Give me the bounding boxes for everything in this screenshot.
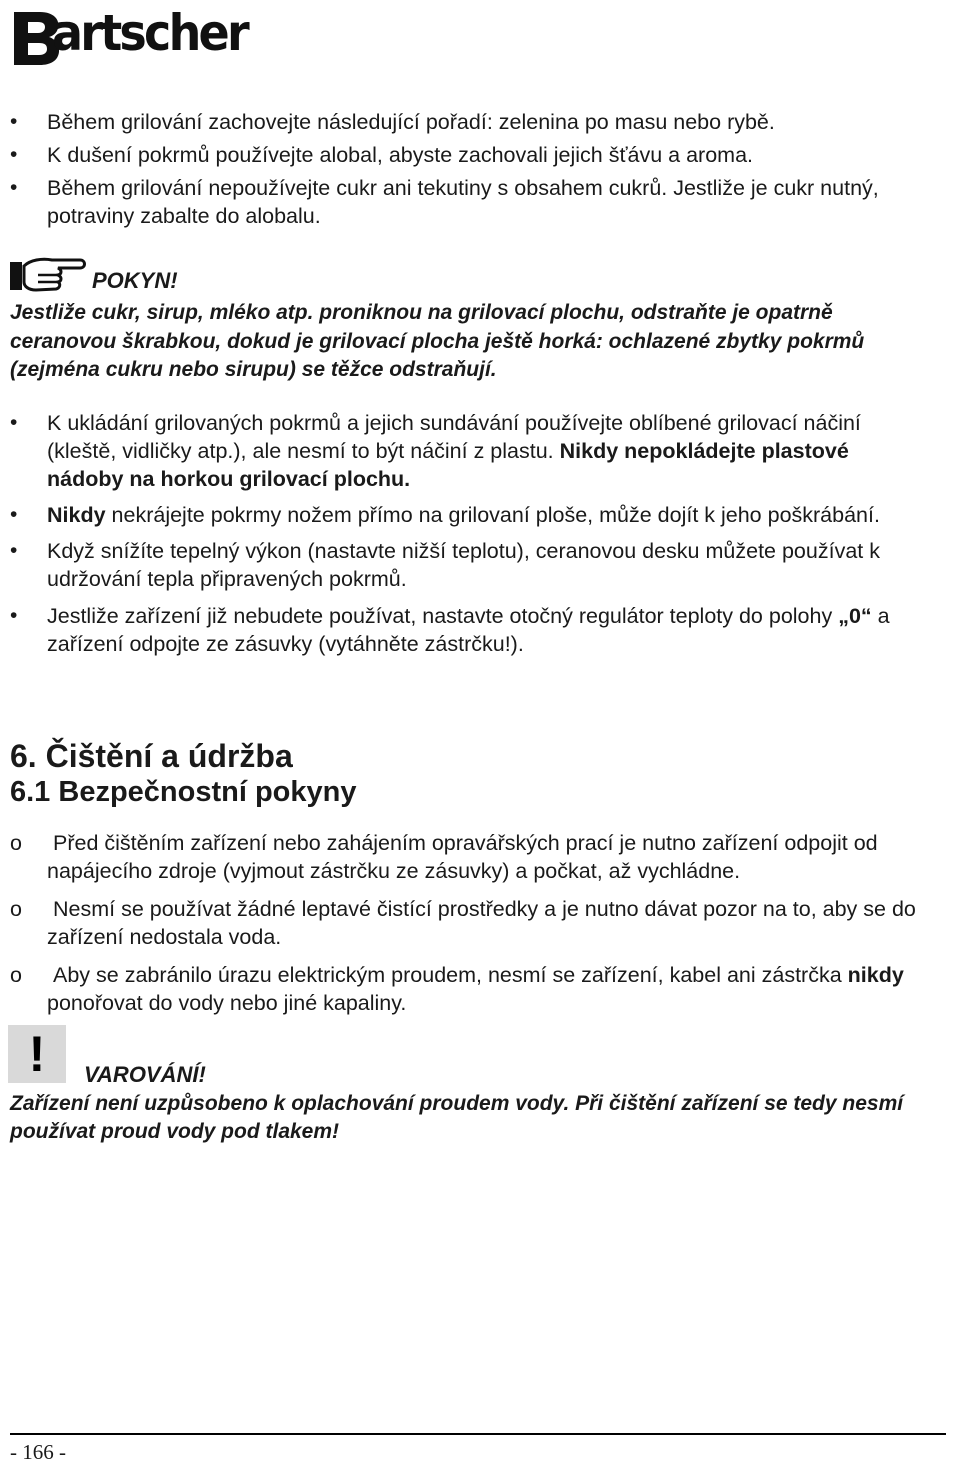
list-item-text: Aby se zabránilo úrazu elektrickým proudem, nesmí se zařízení, kabel ani zástrčka [53,963,842,987]
safety-instructions-list [0,829,960,1027]
list-item-text: Jestliže zařízení již nebudete používat, nastavte otočný regulátor teploty do polohy [47,604,833,628]
list-item-text: Před čištěním zařízení nebo zahájením opravářských prací je nutno zařízení odpojit od napájecího zdroje (vyjmout zástrčku ze zásuvky) a počkat, až vychládne. [47,831,878,883]
list-item [0,537,960,593]
section-heading: 6. Čištění a údržba [10,738,293,774]
footer-divider [10,1433,946,1435]
list-item-bold-text: „0“ [838,604,872,628]
list-item [0,961,960,1017]
exclamation-icon: ! [28,1026,46,1082]
list-item-text: ponořovat do vody nebo jiné kapaliny. [47,991,407,1015]
list-marker: o [10,897,22,921]
list-item-bold-text: Nikdy [47,503,106,527]
list-item-text: K ukládání grilovaných pokrmů a jejich sundávání používejte oblíbené grilovací náčiní (kleště, vidličky atp.), ale nesmí to být náčiní z plastu. [47,411,861,463]
list-item-text: Když snížíte tepelný výkon (nastavte nižší teplotu), ceranovou desku můžete používat k udržování tepla připravených pokrmů. [47,539,880,591]
warning-title: VAROVÁNÍ! [84,1062,206,1087]
list-item: • Během grilování nepoužívejte cukr ani tekutiny s obsahem cukrů. Jestliže je cukr nutný, potraviny zabalte do alobalu. [0,174,960,230]
list-marker: o [10,963,22,987]
grilling-tips-list [0,108,960,235]
warning-body: Zařízení není uzpůsobeno k oplachování proudem vody. Při čištění zařízení se tedy nesmí používat proud vody pod tlakem! [10,1092,904,1143]
list-marker: o [10,831,22,855]
warning-icon [8,1025,66,1083]
list-item [0,501,960,529]
list-item: • K dušení pokrmů používejte alobal, abyste zachovali jejich šťávu a aroma. [0,141,960,169]
handling-tips-list [0,409,960,666]
list-item-text: nekrájejte pokrmy nožem přímo na grilovaní ploše, může dojít k jeho poškrábání. [111,503,880,527]
list-item-bold-text: Nikdy nepokládejte plastové nádoby na horkou grilovací plochu. [47,439,849,491]
section-subheading: 6.1 Bezpečnostní pokyny [10,776,357,808]
list-item: • Během grilování zachovejte následující pořadí: zelenina po masu nebo rybě. [0,108,960,136]
list-item [0,829,960,885]
list-item-text: Nesmí se používat žádné leptavé čistící prostředky a je nutno dávat pozor na to, aby se do zařízení nedostala voda. [47,897,916,949]
page-number: - 166 - [10,1440,66,1464]
note-title: POKYN! [92,268,178,293]
brand-logo [10,4,247,74]
pointing-hand-icon [8,256,88,294]
list-item-bold-text: nikdy [847,963,904,987]
list-item [0,602,960,658]
list-item [0,895,960,951]
note-body: Jestliže cukr, sirup, mléko atp. proniknou na grilovací plochu, odstraňte je opatrně ceranovou škrabkou, dokud je grilovací plocha ještě horká: ochlazené zbytky pokrmů (zejména cukru nebo sirupu) se těžce odstraňují. [10,301,865,381]
list-item [0,409,960,493]
list-item-text: a zařízení odpojte ze zásuvky (vytáhněte zástrčku!). [47,604,890,656]
logo-wordmark: artscher [52,4,247,62]
